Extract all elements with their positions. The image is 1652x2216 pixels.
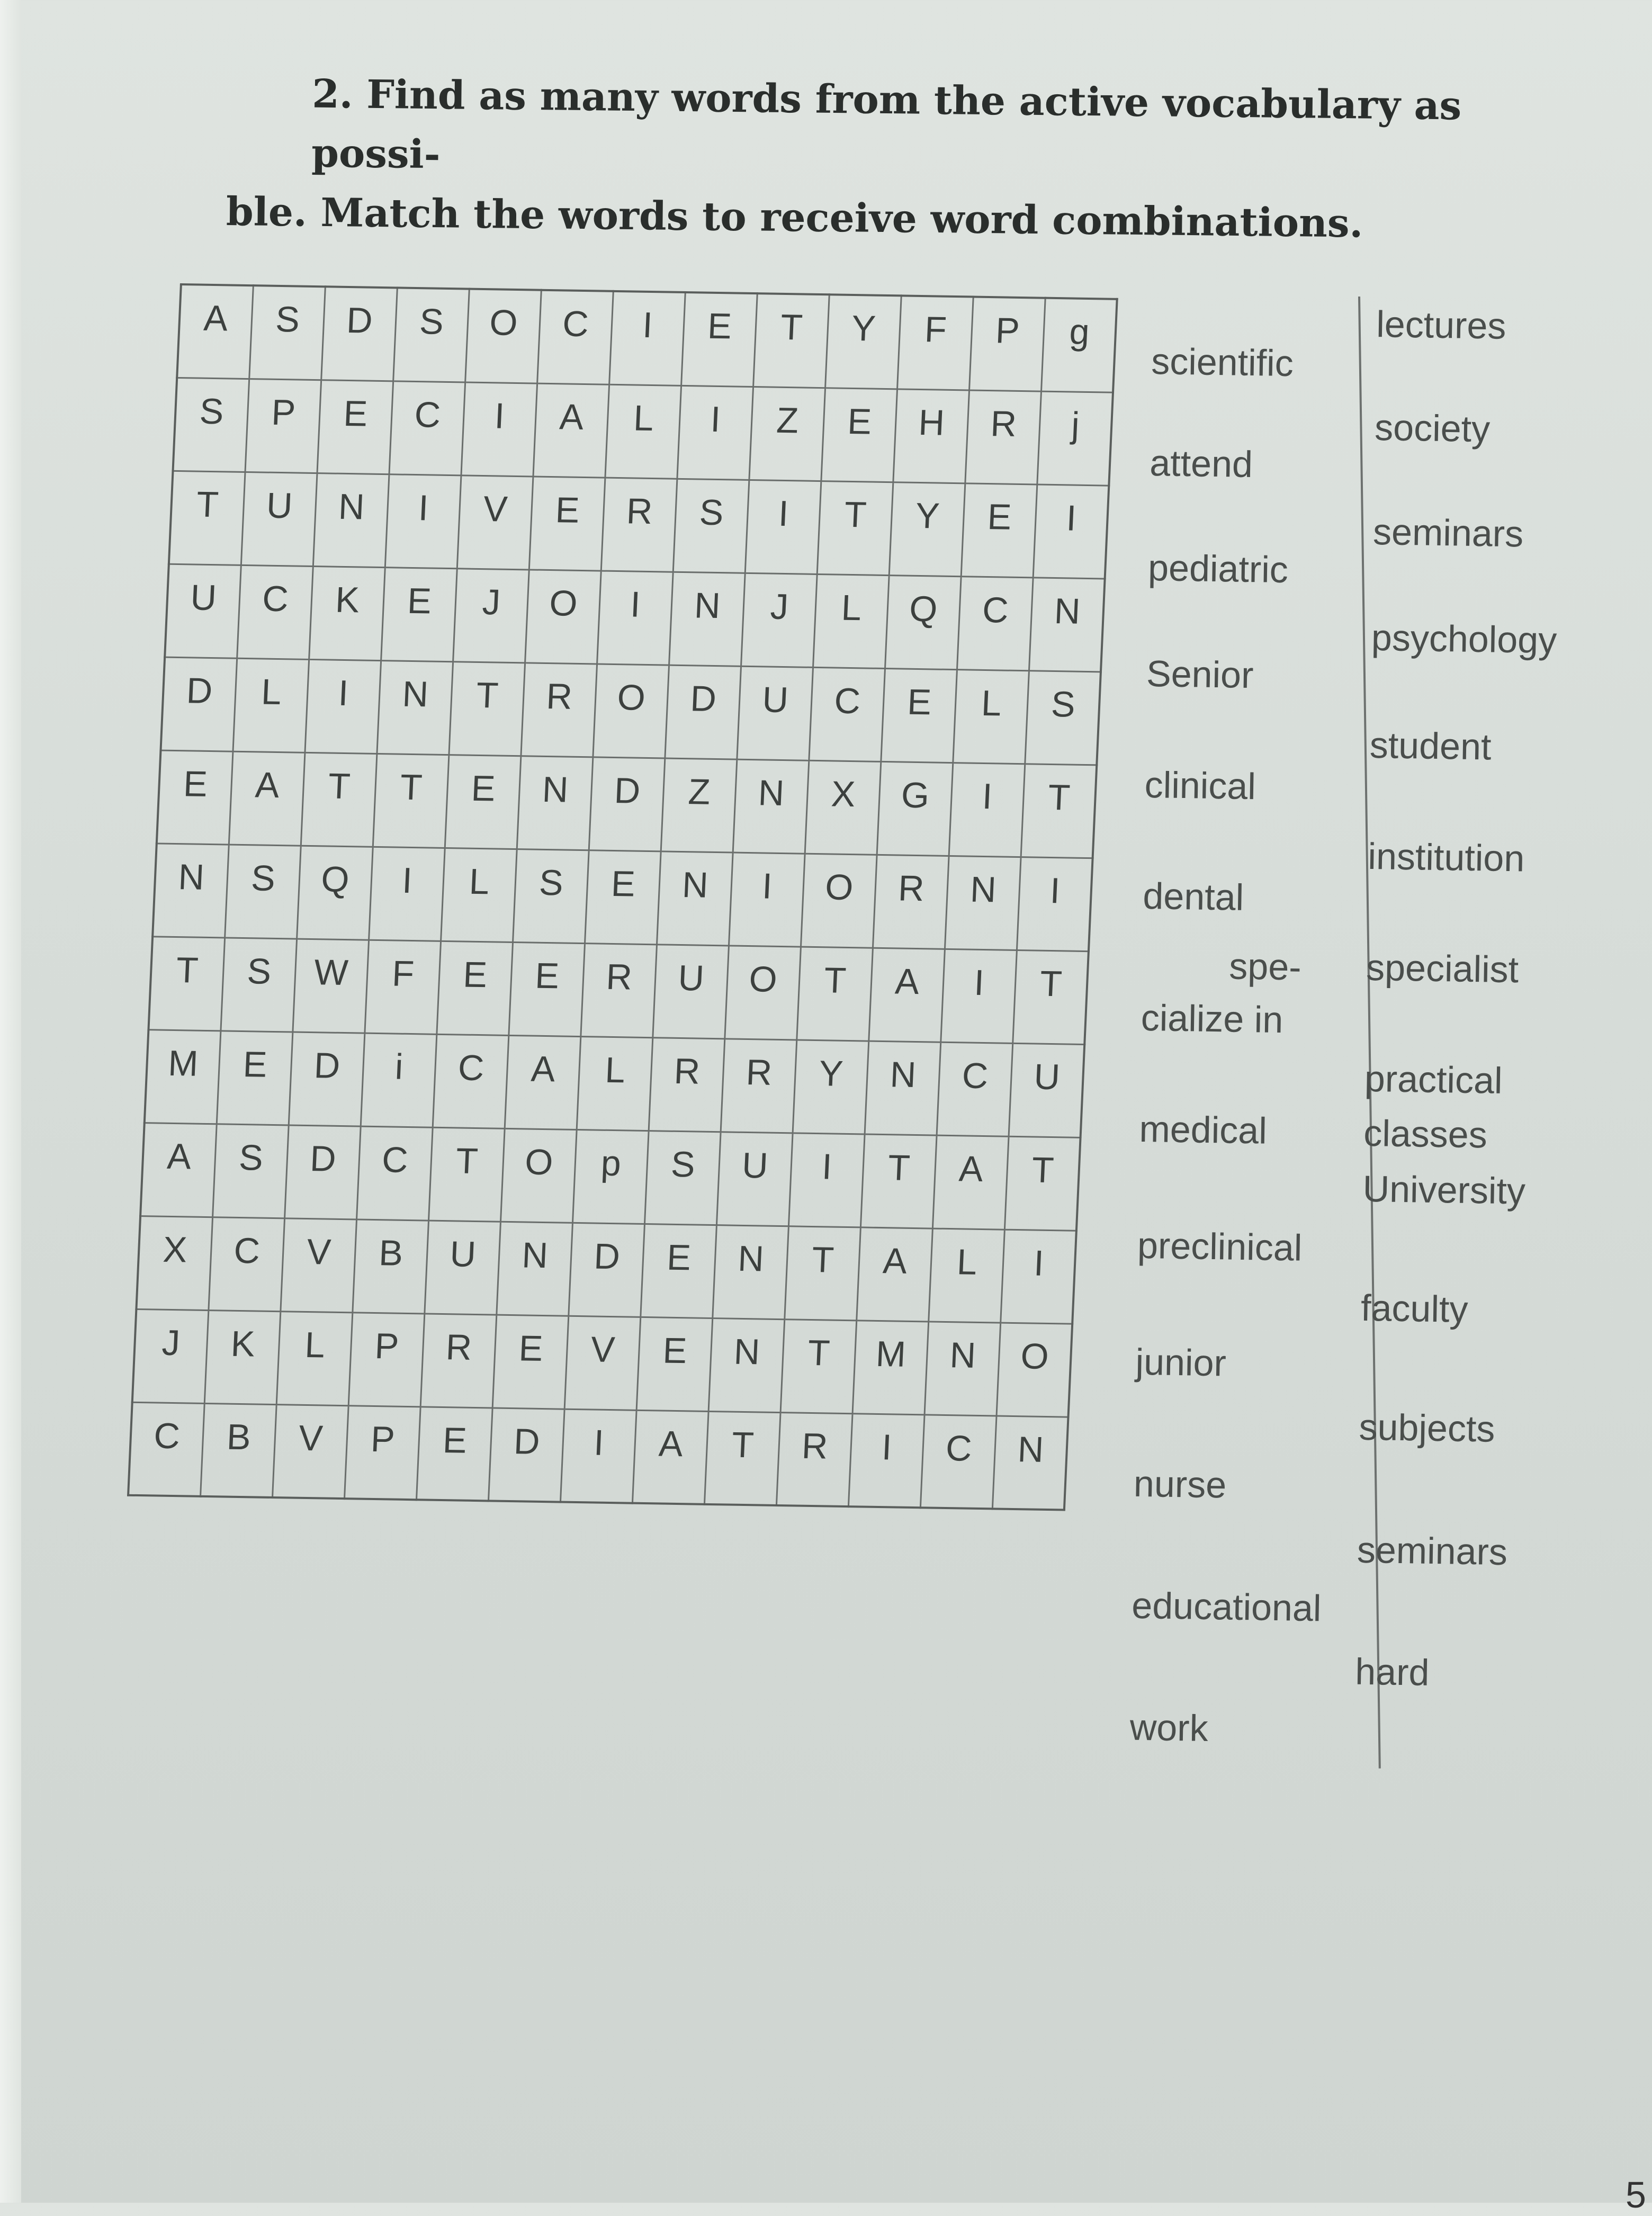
grid-cell: I [677,385,753,480]
grid-cell: I [1017,857,1093,951]
grid-cell: I [1000,1230,1076,1324]
grid-cell: E [640,1224,716,1318]
grid-row [136,1216,1076,1324]
right-word: student [1369,724,1492,768]
grid-cell: I [304,659,381,753]
grid-cell: C [237,565,313,659]
grid-cell: Y [889,482,965,576]
grid-cell: T [448,661,525,756]
grid-cell: Z [661,758,737,852]
grid-cell: O [592,663,669,758]
grid-cell: I [560,1409,636,1503]
grid-cell: O [801,854,877,948]
grid-cell: T [373,753,449,848]
grid-cell: E [508,942,585,1036]
grid-cell: Y [825,294,901,389]
left-word: nurse [1133,1463,1227,1506]
grid-cell: E [217,1030,293,1125]
grid-cell: L [953,669,1029,764]
letter-table [127,283,1118,1511]
grid-cell: I [385,474,461,568]
exercise-instruction [226,64,1551,255]
grid-cell: L [276,1311,353,1405]
grid-row [128,1402,1068,1510]
grid-cell: S [212,1124,289,1218]
grid-row [169,471,1109,579]
grid-cell: T [1012,950,1089,1044]
grid-cell: G [877,761,953,856]
grid-cell: R [721,1038,797,1133]
grid-cell: T [796,947,873,1041]
grid-cell: W [292,939,369,1033]
right-word: practical [1364,1057,1503,1101]
grid-cell: N [733,759,809,854]
grid-cell: B [352,1219,428,1313]
grid-cell: E [381,567,457,661]
right-word: specialist [1366,946,1519,991]
left-word: medical [1138,1108,1268,1152]
left-word: pediatric [1147,546,1289,591]
grid-cell: N [152,843,229,937]
grid-cell: S [1025,670,1101,765]
grid-cell: N [657,851,733,945]
grid-cell: V [280,1218,356,1312]
grid-cell: L [441,848,517,942]
page-edge [0,0,21,2203]
grid-cell: C [957,576,1033,670]
grid-cell: I [848,1413,924,1508]
left-word: junior [1135,1341,1227,1384]
right-word: classes [1363,1112,1488,1156]
right-word: faculty [1360,1287,1469,1330]
grid-cell: E [585,850,661,944]
grid-cell: N [708,1318,785,1412]
grid-cell: S [220,937,297,1031]
grid-cell: T [704,1411,780,1505]
grid-cell: A [229,751,305,846]
grid-cell: R [873,855,949,949]
grid-cell: A [177,284,253,379]
grid-cell: K [309,566,385,660]
grid-cell: P [245,379,321,473]
instruction-line-2: ble. Match the words to receive word combinations. [226,189,1363,247]
left-word-column [1129,339,1390,1772]
grid-row [140,1123,1080,1231]
right-word: seminars [1357,1529,1508,1573]
left-word: spe- [1228,945,1302,988]
grid-cell: D [161,657,237,751]
grid-cell: E [436,941,513,1035]
grid-cell: R [776,1412,852,1506]
grid-cell: F [364,940,441,1034]
grid-cell: B [200,1403,276,1497]
grid-cell: C [356,1126,433,1221]
grid-cell: A [533,383,609,478]
grid-cell: K [204,1310,281,1404]
grid-cell: T [860,1134,937,1228]
grid-cell: L [928,1228,1004,1323]
grid-cell: U [165,564,241,658]
instruction-line-1: 2. Find as many words from the active vocabulary as possi- [311,71,1462,178]
page-number: 5 [1626,2174,1646,2215]
grid-cell: I [369,847,445,941]
grid-cell: N [865,1041,941,1135]
grid-cell: O [724,945,801,1039]
grid-cell: E [529,477,605,571]
grid-cell: U [241,472,317,566]
grid-cell: V [272,1404,348,1499]
grid-cell: I [745,480,821,574]
grid-cell: N [712,1225,788,1319]
grid-cell: N [313,473,389,567]
grid-row [145,1029,1084,1137]
grid-cell: A [505,1035,581,1129]
grid-cell: S [249,285,325,380]
grid-cell: C [809,667,885,761]
grid-cell: R [580,943,657,1037]
grid-cell: I [940,949,1017,1043]
grid-cell: D [568,1223,644,1317]
grid-cell: D [321,286,397,381]
grid-cell: O [996,1323,1073,1417]
grid-cell: S [513,849,589,943]
grid-cell: S [173,378,249,472]
grid-cell: R [965,390,1041,484]
grid-cell: P [348,1312,425,1406]
grid-cell: T [1021,764,1097,858]
grid-cell: T [428,1127,505,1222]
grid-cell: I [609,291,685,385]
right-word: subjects [1359,1406,1495,1450]
grid-cell: R [649,1037,725,1132]
grid-cell: E [157,750,233,845]
grid-cell: R [520,662,597,757]
grid-cell: L [813,574,889,668]
word-search-grid [127,283,1118,1511]
grid-cell: X [805,760,881,855]
grid-cell: C [208,1217,284,1311]
grid-cell: p [572,1129,649,1224]
right-word: society [1374,406,1491,450]
grid-cell: S [393,288,469,382]
grid-cell: A [856,1227,932,1321]
grid-cell: S [225,845,301,939]
grid-cell: E [821,388,897,482]
grid-cell: D [284,1125,361,1219]
grid-cell: A [140,1123,217,1217]
grid-cell: V [457,475,533,569]
grid-row [161,657,1101,765]
grid-cell: N [924,1321,1001,1415]
left-word: cialize in [1141,997,1283,1041]
grid-cell: R [420,1313,497,1407]
left-word: preclinical [1137,1224,1303,1269]
grid-cell: N [992,1415,1069,1510]
grid-row [177,284,1117,392]
grid-cell: N [945,856,1021,950]
grid-cell: j [1037,391,1113,486]
grid-cell: E [416,1406,492,1501]
grid-cell: N [1029,577,1105,671]
grid-cell: H [893,389,969,483]
grid-cell: D [289,1032,365,1126]
grid-cell: Q [885,575,961,669]
grid-cell: I [788,1133,865,1227]
left-word: clinical [1144,764,1256,808]
grid-cell: C [128,1402,204,1496]
grid-cell: E [636,1317,713,1411]
grid-cell: i [361,1033,437,1127]
grid-cell: L [232,658,309,752]
grid-cell: I [597,571,673,665]
grid-cell: N [517,756,593,850]
grid-cell: U [716,1132,793,1226]
grid-cell: R [601,478,677,572]
grid-cell: I [1033,484,1109,578]
grid-cell: N [669,572,745,666]
grid-cell: O [465,289,541,383]
left-word: attend [1149,442,1253,486]
grid-cell: C [937,1042,1013,1136]
grid-cell: F [897,295,973,390]
grid-cell: N [376,660,453,755]
left-word: Senior [1146,652,1254,696]
grid-row [152,843,1092,951]
right-word-column [1353,302,1620,1783]
grid-cell: Y [793,1039,869,1134]
grid-cell: S [673,479,749,573]
grid-cell: L [605,384,681,479]
grid-cell: T [169,471,245,565]
grid-cell: D [488,1408,564,1502]
grid-row [157,750,1097,858]
grid-cell: X [136,1216,212,1310]
grid-cell: U [424,1221,500,1315]
grid-cell: L [577,1036,653,1131]
grid-cell: U [737,666,813,760]
right-word: institution [1367,835,1525,880]
grid-cell: O [500,1128,577,1223]
grid-cell: P [969,297,1045,391]
right-word: seminars [1372,510,1524,555]
grid-cell: E [881,668,957,762]
grid-cell: V [564,1316,641,1410]
grid-cell: O [525,569,601,663]
left-word: dental [1142,875,1244,918]
grid-cell: J [453,568,529,662]
grid-cell: U [1009,1043,1085,1137]
grid-cell: I [949,762,1025,857]
grid-cell: C [389,381,465,475]
grid-cell: I [729,853,805,947]
grid-cell: M [145,1029,221,1124]
grid-cell: T [301,752,377,847]
grid-row [173,378,1113,486]
grid-cell: T [1004,1136,1081,1231]
left-word: work [1129,1706,1209,1749]
grid-cell: E [681,292,757,387]
right-word: lectures [1376,303,1507,347]
grid-cell: T [148,936,225,1030]
grid-cell: E [317,380,393,474]
grid-cell: C [920,1414,996,1509]
grid-cell: T [784,1226,860,1320]
grid-cell: J [132,1309,209,1403]
grid-cell: T [780,1319,857,1413]
grid-cell: M [852,1320,929,1414]
grid-row [148,936,1088,1044]
right-word: psychology [1371,616,1557,661]
grid-cell: A [932,1135,1009,1230]
right-word: hard [1354,1650,1430,1693]
left-word: educational [1131,1584,1322,1629]
grid-cell: T [753,293,829,388]
grid-cell: N [496,1222,572,1316]
grid-cell: C [433,1034,509,1128]
grid-cell: P [344,1405,420,1500]
grid-cell: D [665,665,741,759]
grid-cell: A [632,1410,708,1504]
grid-cell: E [445,755,521,849]
grid-cell: J [741,573,817,667]
grid-cell: I [461,382,537,476]
grid-cell: S [644,1131,721,1225]
grid-cell: A [868,948,945,1042]
grid-row [132,1309,1072,1417]
right-word: University [1362,1168,1526,1212]
grid-cell: C [537,290,613,384]
grid-cell: T [817,481,893,575]
grid-cell: U [652,944,729,1038]
grid-cell: E [492,1315,569,1409]
grid-cell: E [961,483,1037,577]
grid-cell: g [1041,298,1117,392]
grid-cell: Z [749,387,825,481]
grid-cell: Q [297,846,373,940]
left-word: scientific [1151,340,1294,384]
grid-cell: D [589,757,665,851]
grid-row [165,564,1105,672]
